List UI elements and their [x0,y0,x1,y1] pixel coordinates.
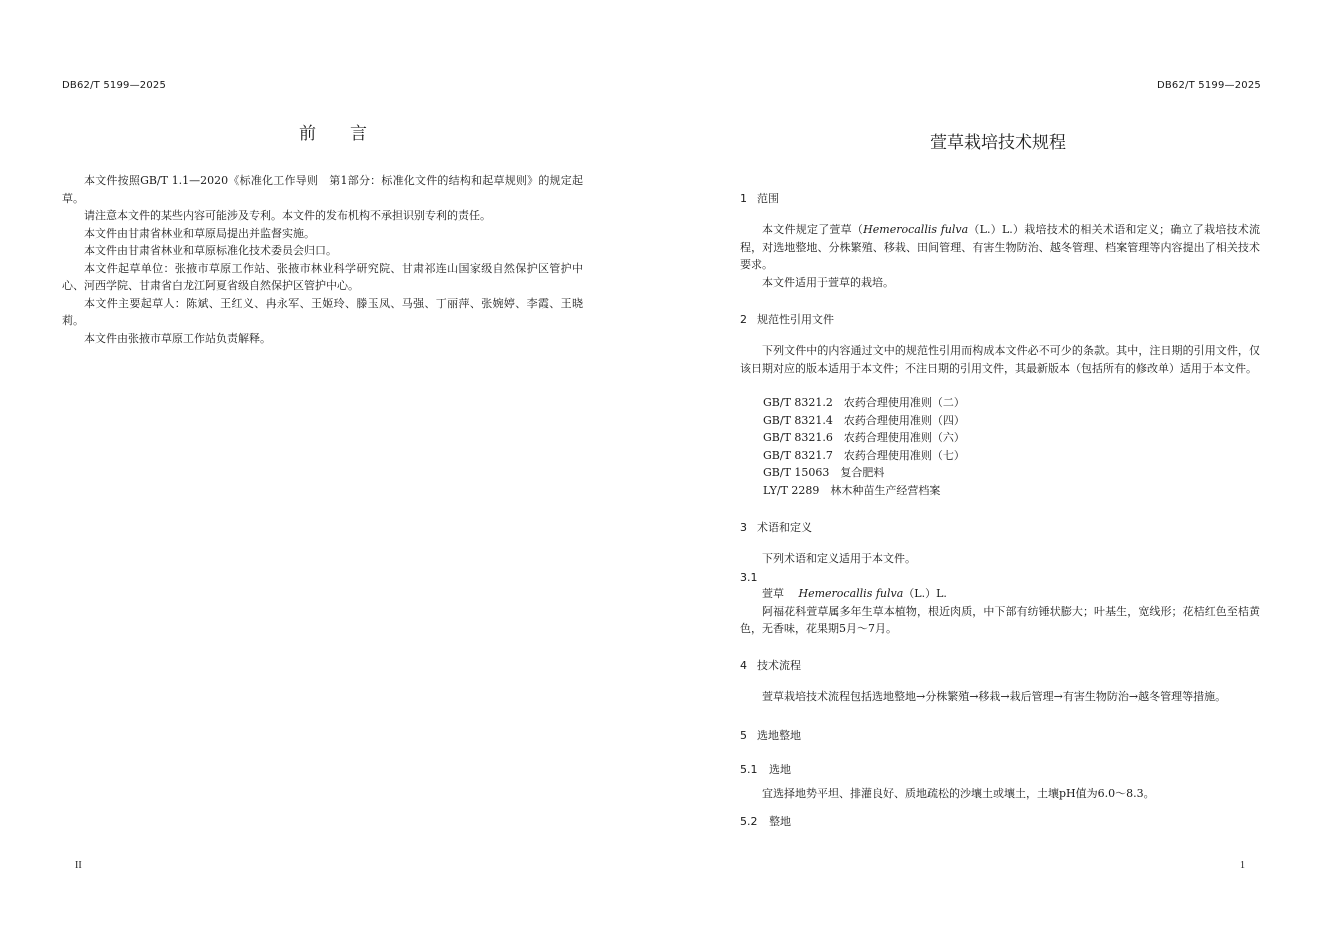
section-title: 选地整地 [757,729,801,742]
term-definition: 阿福花科萱草属多年生草本植物，根近肉质，中下部有纺锤状膨大；叶基生，宽线形；花桔红色至桔黄色，无香味，花果期5月～7月。 [740,604,1260,635]
subsection-title: 整地 [769,815,791,828]
term-name [740,585,1260,603]
section-heading [740,727,801,743]
document-title: 萱草栽培技术规程 [930,133,1066,153]
subsection-number: 5.1 [740,763,758,776]
section-title: 规范性引用文件 [757,313,834,326]
subsection-title: 选地 [769,763,791,776]
subsection-heading [740,813,791,829]
subsection-number: 5.2 [740,815,758,828]
reference-list [763,394,965,499]
term-number: 3.1 [740,571,758,584]
section-number: 4 [740,659,747,672]
scope-paragraph [740,221,1260,274]
reference-item: GB/T 8321.4 农药合理使用准则（四） [763,413,965,427]
right-page [661,0,1323,936]
foreword-paragraph: 本文件按照GB/T 1.1—2020《标准化工作导则 第1部分：标准化文件的结构和起草规则》的规定起草。 [62,174,583,205]
process-body [740,688,1260,706]
foreword-paragraph: 本文件由张掖市草原工作站负责解释。 [84,331,271,345]
scope-paragraph: 本文件适用于萱草的栽培。 [762,275,894,289]
right-page-header: DB62/T 5199—2025 [1156,80,1261,91]
latin-name: Hemerocallis fulva [863,223,969,236]
terms-paragraph: 下列术语和定义适用于本文件。 [762,552,916,565]
left-page [0,0,661,936]
term-entry [740,585,1260,638]
foreword-body [62,172,583,347]
section-number: 2 [740,313,747,326]
subsection-heading [740,761,791,777]
section-title: 术语和定义 [757,521,812,534]
section-heading [740,657,801,673]
left-page-header: DB62/T 5199—2025 [62,80,167,91]
reference-item: GB/T 8321.2 农药合理使用准则（二） [763,396,965,409]
term-cn: 萱草 [762,587,795,600]
left-page-number: II [75,860,82,871]
terms-intro [740,550,1260,568]
right-page-number: 1 [1240,860,1245,871]
process-paragraph: 萱草栽培技术流程包括选地整地→分株繁殖→移栽→栽后管理→有害生物防治→越冬管理等措施。 [762,690,1227,703]
site-selection-paragraph: 宜选择地势平坦、排灌良好、质地疏松的沙壤土或壤土，土壤pH值为6.0～8.3。 [762,787,1155,800]
section-number: 5 [740,729,747,742]
site-selection-body [740,785,1260,803]
section-number: 3 [740,521,747,534]
foreword-paragraph: 请注意本文件的某些内容可能涉及专利。本文件的发布机构不承担识别专利的责任。 [84,209,491,222]
reference-item: LY/T 2289 林木种苗生产经营档案 [763,483,941,497]
references-paragraph: 下列文件中的内容通过文中的规范性引用而构成本文件必不可少的条款。其中，注日期的引用文件，仅该日期对应的版本适用于本文件；不注日期的引用文件，其最新版本（包括所有的修改单）适用于本文件。 [740,344,1260,375]
foreword-paragraph: 本文件由甘肃省林业和草原标准化技术委员会归口。 [84,244,337,257]
section-heading [740,519,812,535]
text-span: （L.）L.）栽培技术的相关术语和定义；确立了栽培技术流程，对选地整地、分株繁殖、移栽、田间管理、有害生物防治、越冬管理、档案管理等内容提出了相关技术要求。 [740,223,1260,271]
reference-item: GB/T 8321.7 农药合理使用准则（七） [763,448,965,462]
text-span: 本文件规定了萱草（ [762,223,864,236]
foreword-paragraph: 本文件由甘肃省林业和草原局提出并监督实施。 [84,226,315,240]
foreword-title: 前 言 [299,124,367,144]
section-number: 1 [740,192,747,205]
foreword-paragraph: 本文件主要起草人：陈斌、王红义、冉永军、王姬玲、滕玉凤、马强、丁丽萍、张婉婷、李霞、王晓莉。 [62,296,583,327]
section-heading [740,190,779,206]
section-title: 范围 [757,192,779,205]
scope-body [740,221,1260,291]
section-title: 技术流程 [757,659,801,672]
reference-item: GB/T 8321.6 农药合理使用准则（六） [763,431,965,444]
foreword-paragraph: 本文件起草单位：张掖市草原工作站、张掖市林业科学研究院、甘肃祁连山国家级自然保护区管护中心、河西学院、甘肃省白龙江阿夏省级自然保护区管护中心。 [62,261,583,292]
term-author: （L.）L. [903,587,947,600]
section-heading [740,311,834,327]
reference-item: GB/T 15063 复合肥料 [763,466,885,479]
term-latin: Hemerocallis fulva [798,587,904,600]
references-intro [740,342,1260,377]
